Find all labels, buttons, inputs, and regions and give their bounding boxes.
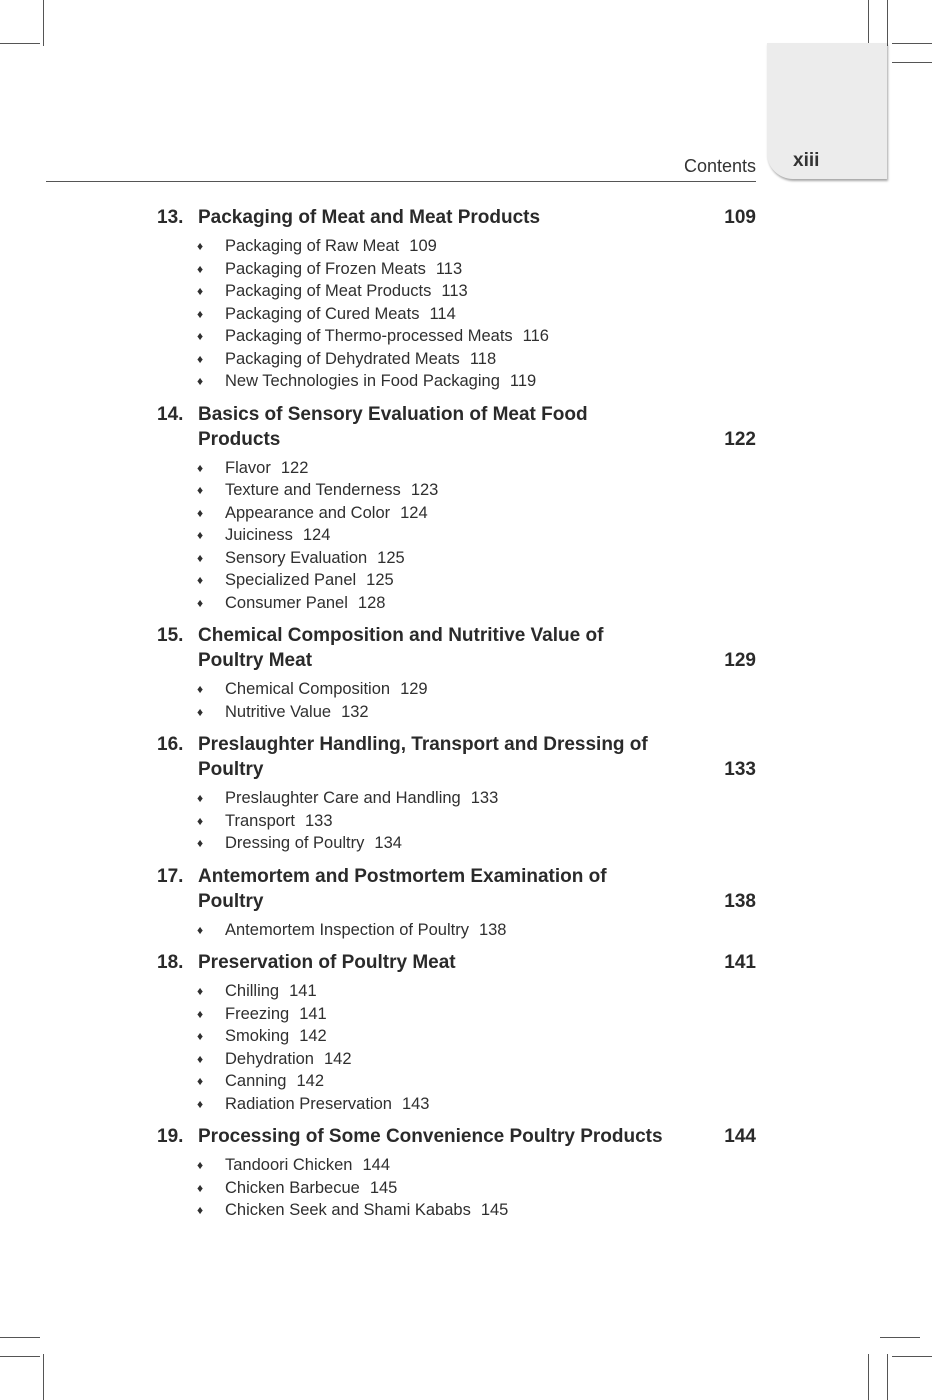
section-entry — [157, 1048, 756, 1071]
section-entry — [157, 592, 756, 615]
crop-mark — [892, 1356, 932, 1357]
section-title: Tandoori Chicken — [225, 1156, 353, 1174]
diamond-bullet-icon: ♦ — [197, 239, 204, 253]
section-page-number: 132 — [341, 702, 369, 721]
section-page-number: 142 — [299, 1027, 327, 1045]
section-page-number: 113 — [441, 282, 468, 300]
chapter-heading — [157, 402, 756, 452]
chapter-heading — [157, 950, 756, 975]
section-page-number: 116 — [522, 327, 549, 345]
section-entry — [157, 479, 756, 502]
diamond-bullet-icon: ♦ — [197, 483, 204, 497]
diamond-bullet-icon: ♦ — [197, 704, 204, 719]
section-title: New Technologies in Food Packaging — [225, 372, 500, 390]
chapter-number: 16. — [157, 734, 184, 755]
section-entry — [157, 569, 756, 592]
section-list — [157, 787, 756, 855]
diamond-bullet-icon: ♦ — [197, 261, 204, 276]
section-page-number: 144 — [362, 1156, 391, 1174]
section-page-number: 133 — [305, 811, 333, 830]
header-rule — [46, 181, 756, 182]
section-page-number: 113 — [435, 259, 463, 278]
chapter-page-number: 144 — [724, 1126, 756, 1147]
diamond-bullet-icon: ♦ — [197, 1158, 204, 1172]
chapter-title: Preslaughter Handling, Transport and Dressing of Poultry — [198, 734, 648, 780]
diamond-bullet-icon: ♦ — [197, 1051, 204, 1066]
diamond-bullet-icon: ♦ — [197, 460, 204, 475]
section-title: Flavor — [225, 458, 271, 477]
chapter-title: Processing of Some Convenience Poultry Products — [198, 1126, 663, 1147]
section-page-number: 143 — [401, 1094, 430, 1113]
section-title: Preslaughter Care and Handling — [225, 789, 461, 807]
section-title: Packaging of Meat Products — [225, 282, 432, 300]
diamond-bullet-icon: ♦ — [197, 329, 204, 343]
section-title: Antemortem Inspection of Poultry — [225, 920, 469, 939]
section-title: Packaging of Raw Meat — [225, 237, 400, 255]
section-title: Smoking — [225, 1027, 290, 1045]
diamond-bullet-icon: ♦ — [197, 550, 204, 565]
section-page-number: 123 — [410, 481, 439, 499]
diamond-bullet-icon: ♦ — [197, 306, 204, 321]
section-entry — [157, 325, 756, 348]
section-page-number: 125 — [366, 571, 394, 589]
diamond-bullet-icon: ♦ — [197, 1180, 204, 1195]
chapter-number: 19. — [157, 1126, 184, 1147]
section-entry — [157, 457, 756, 480]
section-title: Nutritive Value — [225, 702, 332, 721]
diamond-bullet-icon: ♦ — [197, 595, 204, 610]
section-page-number: 145 — [480, 1201, 509, 1219]
section-list — [157, 980, 756, 1115]
crop-mark — [43, 0, 44, 46]
chapter-heading — [157, 732, 756, 782]
section-page-number: 129 — [400, 680, 428, 698]
diamond-bullet-icon: ♦ — [197, 682, 204, 696]
chapter-heading — [157, 1124, 756, 1149]
chapter-heading — [157, 623, 756, 673]
section-list — [157, 678, 756, 723]
section-entry — [157, 832, 756, 855]
section-title: Packaging of Thermo-processed Meats — [225, 327, 513, 345]
section-title: Transport — [225, 811, 295, 830]
section-title: Radiation Preservation — [225, 1094, 392, 1113]
section-list — [157, 235, 756, 393]
diamond-bullet-icon: ♦ — [197, 922, 204, 937]
section-title: Packaging of Cured Meats — [225, 304, 420, 323]
diamond-bullet-icon: ♦ — [197, 573, 204, 587]
toc-chapter — [157, 402, 756, 615]
section-entry — [157, 258, 756, 281]
crop-mark — [887, 1354, 888, 1400]
section-list — [157, 919, 756, 942]
section-title: Canning — [225, 1072, 287, 1090]
section-entry — [157, 701, 756, 724]
diamond-bullet-icon: ♦ — [197, 1029, 204, 1043]
section-page-number: 142 — [323, 1049, 352, 1068]
section-entry — [157, 280, 756, 303]
section-entry — [157, 787, 756, 810]
toc-chapter — [157, 864, 756, 942]
chapter-heading — [157, 205, 756, 230]
crop-mark — [0, 1337, 40, 1338]
section-title: Dehydration — [225, 1049, 314, 1068]
crop-mark — [880, 1337, 920, 1338]
toc-chapter — [157, 1124, 756, 1222]
crop-mark — [43, 1354, 44, 1400]
section-entry — [157, 1199, 756, 1222]
section-title: Sensory Evaluation — [225, 548, 368, 567]
section-list — [157, 457, 756, 615]
section-entry — [157, 1093, 756, 1116]
diamond-bullet-icon: ♦ — [197, 813, 204, 828]
toc-chapter — [157, 623, 756, 723]
section-entry — [157, 810, 756, 833]
chapter-number: 14. — [157, 403, 184, 425]
section-page-number: 118 — [469, 349, 497, 368]
section-entry — [157, 1154, 756, 1177]
chapter-title: Preservation of Poultry Meat — [198, 952, 456, 973]
crop-mark — [0, 43, 40, 44]
chapter-number: 18. — [157, 952, 184, 973]
chapter-number: 17. — [157, 865, 184, 887]
chapter-title: Chemical Composition and Nutritive Value of Poultry Meat — [198, 625, 604, 671]
toc-chapter — [157, 205, 756, 393]
section-entry — [157, 370, 756, 393]
section-entry — [157, 1025, 756, 1048]
section-page-number: 114 — [429, 304, 456, 323]
crop-mark — [892, 43, 932, 44]
chapter-page-number: 129 — [724, 650, 756, 671]
diamond-bullet-icon: ♦ — [197, 1096, 204, 1111]
section-title: Chemical Composition — [225, 680, 391, 698]
crop-mark — [0, 1356, 40, 1357]
section-title: Texture and Tenderness — [225, 481, 401, 499]
diamond-bullet-icon: ♦ — [197, 836, 204, 850]
section-entry — [157, 348, 756, 371]
section-page-number: 125 — [377, 548, 405, 567]
section-list — [157, 1154, 756, 1222]
section-title: Juiciness — [225, 526, 293, 544]
section-title: Specialized Panel — [225, 571, 357, 589]
section-title: Dressing of Poultry — [225, 834, 365, 852]
section-entry — [157, 235, 756, 258]
section-entry — [157, 1177, 756, 1200]
diamond-bullet-icon: ♦ — [197, 374, 204, 388]
section-page-number: 142 — [296, 1072, 324, 1090]
diamond-bullet-icon: ♦ — [197, 791, 204, 805]
section-page-number: 122 — [280, 458, 309, 477]
diamond-bullet-icon: ♦ — [197, 1006, 204, 1021]
section-entry — [157, 980, 756, 1003]
chapter-title: Basics of Sensory Evaluation of Meat Food Products — [198, 403, 588, 450]
diamond-bullet-icon: ♦ — [197, 1203, 204, 1217]
section-title: Chicken Barbecue — [225, 1178, 360, 1197]
chapter-number: 15. — [157, 625, 184, 646]
section-page-number: 133 — [470, 789, 499, 807]
chapter-title: Packaging of Meat and Meat Products — [198, 207, 541, 228]
section-title: Chilling — [225, 982, 280, 1000]
table-of-contents — [157, 205, 756, 1231]
page-number-tab — [767, 43, 887, 179]
section-page-number: 134 — [374, 834, 402, 852]
section-title: Packaging of Frozen Meats — [225, 259, 426, 278]
section-page-number: 109 — [409, 237, 437, 255]
crop-mark — [892, 62, 932, 63]
section-entry — [157, 303, 756, 326]
section-title: Chicken Seek and Shami Kababs — [225, 1201, 471, 1219]
section-entry — [157, 1070, 756, 1093]
chapter-page-number: 109 — [724, 207, 756, 228]
section-entry — [157, 547, 756, 570]
running-head: Contents — [683, 156, 756, 176]
section-title: Packaging of Dehydrated Meats — [225, 349, 460, 368]
page-number: xiii — [793, 150, 820, 171]
crop-mark — [868, 1354, 869, 1400]
toc-chapter — [157, 950, 756, 1115]
chapter-page-number: 133 — [724, 759, 756, 780]
section-title: Freezing — [225, 1004, 290, 1023]
section-title: Appearance and Color — [225, 503, 391, 522]
chapter-page-number: 138 — [724, 890, 756, 912]
section-page-number: 141 — [299, 1004, 327, 1023]
section-page-number: 124 — [400, 503, 428, 522]
chapter-number: 13. — [157, 207, 184, 228]
section-entry — [157, 919, 756, 942]
section-entry — [157, 524, 756, 547]
toc-chapter — [157, 732, 756, 855]
section-page-number: 119 — [509, 372, 537, 390]
chapter-title: Antemortem and Postmortem Examination of Poultry — [198, 865, 607, 912]
section-title: Consumer Panel — [225, 593, 348, 612]
section-page-number: 124 — [302, 526, 331, 544]
chapter-page-number: 141 — [724, 952, 756, 973]
crop-mark — [868, 0, 869, 46]
chapter-page-number: 122 — [724, 428, 756, 450]
section-page-number: 128 — [357, 593, 386, 612]
section-page-number: 141 — [289, 982, 317, 1000]
section-entry — [157, 678, 756, 701]
diamond-bullet-icon: ♦ — [197, 284, 204, 298]
crop-mark — [887, 0, 888, 46]
section-entry — [157, 502, 756, 525]
section-entry — [157, 1003, 756, 1026]
diamond-bullet-icon: ♦ — [197, 984, 204, 998]
diamond-bullet-icon: ♦ — [197, 351, 204, 366]
section-page-number: 138 — [478, 920, 507, 939]
diamond-bullet-icon: ♦ — [197, 528, 204, 542]
section-page-number: 145 — [369, 1178, 398, 1197]
diamond-bullet-icon: ♦ — [197, 1074, 204, 1088]
diamond-bullet-icon: ♦ — [197, 505, 204, 520]
chapter-heading — [157, 864, 756, 914]
